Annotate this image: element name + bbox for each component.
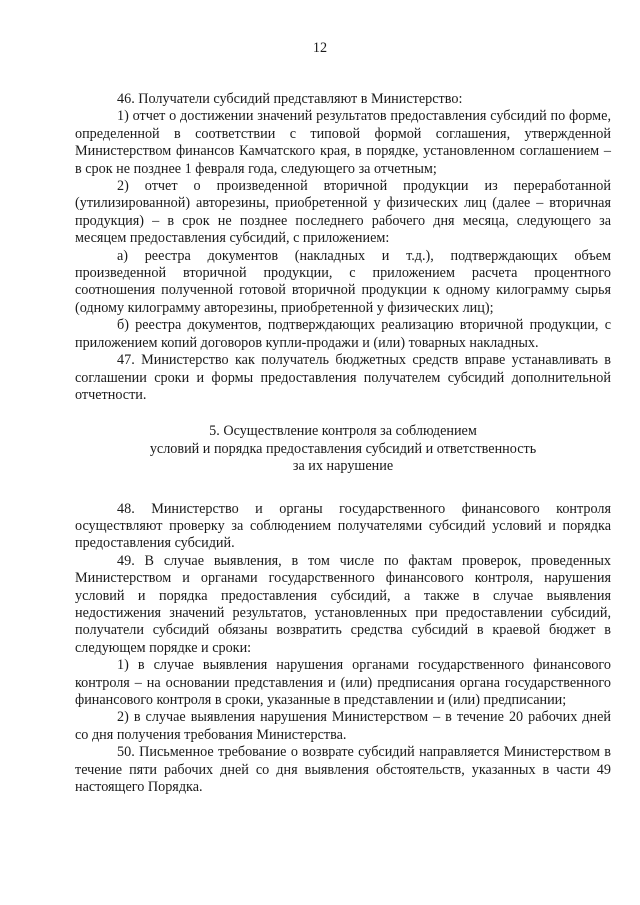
- paragraph-48: 48. Министерство и органы государственного финансового контроля осуществляют проверку за соблюдением получателями субсидий условий и порядка предоставления субсидий.: [75, 500, 611, 552]
- paragraph-49: 49. В случае выявления, в том числе по фактам проверок, проведенных Министерством и органами государственного финансового контроля, нарушения условий и порядка предоставления субсидий, а также в случае выявления недостижения значений результатов, установленных при предоставлении субсидий, получатели субсидий обязаны возвратить средства субсидий в краевой бюджет в следующем порядке и сроки:: [75, 552, 611, 656]
- paragraph-49-item-1: 1) в случае выявления нарушения органами государственного финансового контроля – на основании представления и (или) предписания органа государственного финансового контроля в сроки, указанные в представлении и (или) предписании;: [75, 657, 611, 708]
- section-heading-line-1: 5. Осуществление контроля за соблюдением: [209, 423, 477, 440]
- paragraph-46-item-2a: а) реестра документов (накладных и т.д.), подтверждающих объем произведенной вторичной продукции, с приложением расчета процентного соотношения полученной готовой вторичной продукции к одному килограмму сырья (одному килограмму авторезины, приобретенной у физических лиц);: [75, 247, 611, 316]
- paragraph-47: 47. Министерство как получатель бюджетных средств вправе устанавливать в соглашении сроки и формы предоставления получателем субсидий дополнительной отчетности.: [75, 352, 611, 403]
- paragraph-46: 46. Получатели субсидий представляют в Министерство:: [117, 91, 463, 107]
- paragraph-46-item-2: 2) отчет о произведенной вторичной продукции из переработанной (утилизированной) авторезины, приобретенной у физических лиц (далее – вторичная продукция) – в срок не позднее последнего рабочего дня месяца, следующего за месяцем предоставления субсидий, с приложением:: [75, 178, 611, 247]
- paragraph-46-item-2b: б) реестра документов, подтверждающих реализацию вторичной продукции, с приложением копий договоров купли-продажи и (или) товарных накладных.: [75, 317, 611, 351]
- paragraph-49-item-2: 2) в случае выявления нарушения Министерством – в течение 20 рабочих дней со дня получения требования Министерства.: [75, 709, 611, 743]
- document-body: [75, 91, 611, 796]
- paragraph-46-item-1: 1) отчет о достижении значений результатов предоставления субсидий по форме, определенной в соответствии с типовой формой соглашения, утвержденной Министерством финансов Камчатского края, в порядке, установленном соглашением – в срок не позднее 1 февраля года, следующего за отчетным;: [75, 108, 611, 177]
- paragraph-50: 50. Письменное требование о возврате субсидий направляется Министерством в течение пяти рабочих дней со дня выявления обстоятельств, указанных в части 49 настоящего Порядка.: [75, 744, 611, 796]
- section-heading-line-3: за их нарушение: [292, 458, 394, 475]
- page-number: 12: [312, 40, 328, 56]
- section-heading-line-2: условий и порядка предоставления субсидий и ответственность: [149, 440, 537, 457]
- section-heading: [75, 423, 611, 475]
